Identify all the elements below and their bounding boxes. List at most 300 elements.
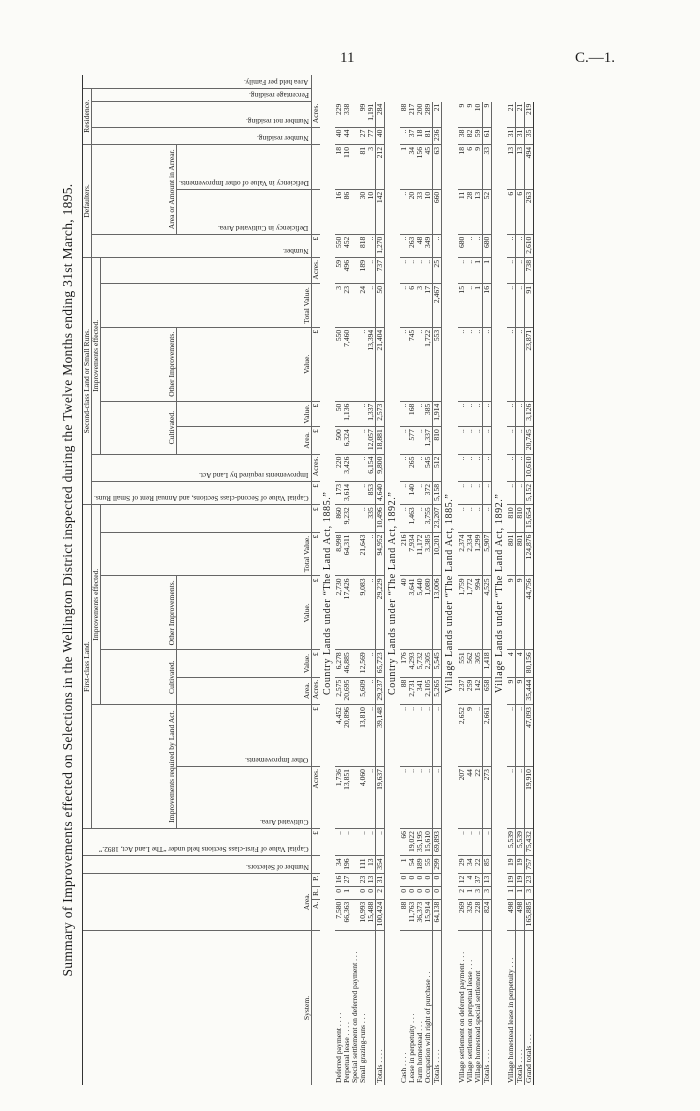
table-cell: 23 [524, 873, 533, 886]
table-cell: 10,610 [524, 454, 533, 481]
table-cell: .. [400, 127, 408, 144]
table-cell: 2,305 [424, 650, 432, 677]
table-cell: 4 [516, 650, 525, 677]
table-cell: 80,156 [524, 650, 533, 677]
table-cell: .. [474, 481, 482, 504]
table-cell: .. [359, 505, 367, 532]
table-cell: 15,914 [424, 899, 432, 930]
table-cell: 46,885 [343, 650, 351, 677]
table-cell: .. [367, 576, 375, 650]
page-reference: C.—1. [575, 50, 616, 66]
unit-cell: £ [311, 327, 319, 401]
header-cultivated-2: Cultivated. [100, 401, 176, 454]
table-cell: 452 [343, 234, 351, 257]
table-cell: 2,652 [458, 705, 466, 767]
table-cell: 35,195 [416, 829, 424, 856]
table-cell: 47,093 [524, 705, 533, 767]
table-cell: 23,207 [433, 505, 442, 532]
table-cell: 1,759 [458, 576, 466, 650]
table-cell: 273 [482, 767, 491, 829]
system-label: Village settlement on perpetual lease . . . [464, 959, 474, 1083]
table-cell: 994 [474, 576, 482, 650]
table-cell: 63 [433, 144, 442, 189]
table-cell: .. [424, 767, 432, 829]
table-cell: 545 [424, 454, 432, 481]
table-cell: 165,885 [524, 899, 533, 930]
section-heading: Country Lands under “The Land Act, 1892.” [386, 491, 398, 696]
table-cell: 3 [416, 283, 424, 327]
table-cell: 7,460 [343, 327, 351, 401]
table-cell: .. [416, 427, 424, 454]
table-cell: 3 [335, 283, 343, 327]
table-cell: 66,363 [343, 899, 351, 930]
header-improvements-effected: Improvements effected. [91, 505, 100, 705]
table-cell: 289 [424, 102, 432, 127]
table-cell: .. [474, 505, 482, 532]
table-cell: 31 [375, 873, 384, 886]
unit-cell: £ [311, 505, 319, 532]
header-percentage-residing: Percentage residing. [91, 88, 311, 101]
header-cultivated: Cultivated. [100, 650, 176, 705]
table-cell: 44 [343, 127, 351, 144]
table-cell: 1,463 [408, 505, 416, 532]
system-label: Grand totals . . . [524, 931, 533, 1086]
table-cell: 54 [408, 856, 416, 873]
table-cell: 16 [482, 283, 491, 327]
table-cell: 45 [424, 144, 432, 189]
table-cell: 20 [408, 189, 416, 234]
unit-cell: Acres. [311, 257, 319, 283]
table-cell: .. [466, 327, 474, 401]
table-cell: 19 [516, 856, 525, 873]
table-cell: 5,539 [507, 829, 515, 856]
table-cell: 3,755 [424, 505, 432, 532]
header-second-class: Second-class Land or Small Runs. [83, 257, 92, 504]
table-cell: 305 [474, 650, 482, 677]
table-cell: 550 [335, 327, 343, 401]
table-cell: 40 [375, 127, 384, 144]
table-cell: 13 [367, 873, 375, 886]
table-cell: .. [507, 481, 515, 504]
table-cell: 1,136 [343, 401, 351, 427]
table-cell: 810 [507, 505, 515, 532]
section-heading-row [320, 75, 336, 1085]
table-cell: .. [507, 427, 515, 454]
table-cell: .. [482, 505, 491, 532]
table-cell: 44,756 [524, 576, 533, 650]
table-cell: .. [359, 829, 367, 856]
table-cell: 372 [424, 481, 432, 504]
table-cell: .. [400, 427, 408, 454]
table-cell: .. [400, 283, 408, 327]
table-cell: .. [474, 234, 482, 257]
table-cell: 11,172 [416, 532, 424, 576]
table-cell: 20,745 [524, 427, 533, 454]
unit-cell [311, 189, 319, 234]
header-residence: Residence. [83, 88, 92, 144]
table-cell: 40 [335, 127, 343, 144]
system-label: Occupation with right of purchase . . [423, 971, 433, 1083]
table-cell: 13,851 [343, 767, 351, 829]
table-cell: 9 [482, 102, 491, 127]
table-cell: .. [466, 454, 474, 481]
header-total-value: Total Value. [100, 532, 311, 576]
table-cell: 6 [408, 283, 416, 327]
table-cell: 36,373 [416, 899, 424, 930]
table-cell: 6 [466, 144, 474, 189]
table-cell: 0 [424, 887, 432, 900]
table-cell: 737 [375, 257, 384, 283]
table-cell: .. [507, 767, 515, 829]
table-cell: .. [516, 234, 525, 257]
header-other-imp-2: Other Improvements. [100, 327, 176, 401]
table-cell: 0 [416, 873, 424, 886]
table-cell: 1 [482, 257, 491, 283]
header-area-col: Area. [176, 677, 311, 704]
table-cell: .. [359, 327, 367, 401]
system-label: Perpetual lease . . . . [341, 1022, 351, 1083]
table-cell: .. [474, 454, 482, 481]
table-cell: 15,610 [424, 829, 432, 856]
table-cell: 553 [433, 327, 442, 401]
table-cell: 88 [400, 899, 408, 930]
table-cell: .. [516, 454, 525, 481]
table-cell: 5,440 [416, 576, 424, 650]
table-cell: 0 [367, 887, 375, 900]
system-label: Village homestead special settlement [472, 970, 482, 1083]
table-cell: 82 [466, 127, 474, 144]
table-cell: .. [474, 327, 482, 401]
table-cell: 64,311 [343, 532, 351, 576]
total-row [482, 75, 491, 1085]
table-cell: .. [400, 189, 408, 234]
table-cell: 1,914 [433, 401, 442, 427]
header-required-lact2: Improvements required by Land Act. [91, 454, 311, 481]
table-cell: .. [424, 257, 432, 283]
table-cell: .. [482, 481, 491, 504]
table-cell: .. [516, 257, 525, 283]
table-cell: .. [482, 401, 491, 427]
table-cell: 16 [335, 873, 343, 886]
table-cell: 263 [408, 234, 416, 257]
table-cell: 0 [433, 873, 442, 886]
table-row [343, 75, 351, 1085]
table-cell: 3,126 [524, 401, 533, 427]
system-label: Totals . . . . [375, 931, 384, 1086]
table-cell: 738 [524, 257, 533, 283]
table-cell: .. [359, 481, 367, 504]
table-cell: 9 [507, 677, 515, 704]
system-label: Totals . . . . [482, 931, 491, 1086]
table-cell: .. [400, 705, 408, 767]
unit-cell [311, 283, 319, 327]
table-cell: 11 [458, 189, 466, 234]
table-cell: 8,998 [335, 532, 343, 576]
unit-cell: £ [311, 401, 319, 427]
table-cell: 6,278 [335, 650, 343, 677]
table-cell: 19,637 [375, 767, 384, 829]
table-cell [351, 327, 359, 401]
unit-cell: P. [311, 873, 319, 886]
table-cell: 10 [424, 189, 432, 234]
table-cell: 6 [516, 189, 525, 234]
table-cell: 9 [474, 144, 482, 189]
section-heading: Country Lands under “The Land Act, 1885.” [321, 491, 333, 696]
table-cell: .. [367, 767, 375, 829]
table-cell: 1 [516, 887, 525, 900]
table-cell: 1 [474, 283, 482, 327]
table-cell: 0 [400, 887, 408, 900]
table-cell: 5,732 [416, 650, 424, 677]
table-cell: 33 [482, 144, 491, 189]
table-cell: 1,270 [375, 234, 384, 257]
table-cell: .. [416, 705, 424, 767]
table-cell: 2,610 [524, 234, 533, 257]
table-cell: 265 [408, 454, 416, 481]
table-cell: 1 [400, 856, 408, 873]
unit-cell: £ [311, 705, 319, 767]
unit-cell: £ [311, 234, 319, 257]
table-cell: 1 [343, 887, 351, 900]
table-cell: .. [375, 829, 384, 856]
table-cell: 44 [466, 767, 474, 829]
table-cell: 11,763 [408, 899, 416, 930]
header-cultivated-area: Cultivated Area. [176, 767, 311, 829]
table-cell: 111 [359, 856, 367, 873]
table-cell: 142 [474, 677, 482, 704]
table-cell: 1,337 [367, 401, 375, 427]
table-cell: 9 [466, 102, 474, 127]
table-cell: 269 [458, 899, 466, 930]
table-cell: .. [433, 705, 442, 767]
table-cell: 9 [466, 705, 474, 767]
table-cell: 2,374 [458, 532, 466, 576]
table-cell: 259 [466, 677, 474, 704]
table-cell: 2,730 [335, 576, 343, 650]
table-cell: 1,772 [466, 576, 474, 650]
table-cell: 1,337 [424, 427, 432, 454]
table-cell: 498 [507, 899, 515, 930]
table-cell: 189 [359, 257, 367, 283]
table-cell: .. [400, 401, 408, 427]
table-cell: 680 [458, 234, 466, 257]
header-other-imp: Other Improvements. [100, 576, 176, 650]
unit-cell: R. [311, 887, 319, 900]
table-cell: 219 [524, 102, 533, 127]
table-cell: 9 [516, 677, 525, 704]
table-cell: .. [416, 767, 424, 829]
header-system: System. [83, 931, 312, 1086]
table-cell: 9,083 [359, 576, 367, 650]
table-cell: .. [458, 481, 466, 504]
table-cell: .. [367, 677, 375, 704]
table-cell: 3,641 [408, 576, 416, 650]
system-label: Village homestead lease in perpetuity . . . [506, 957, 516, 1083]
table-cell: 176 [400, 650, 408, 677]
system-label: Cash . . . . [399, 1052, 409, 1083]
table-cell: 29,229 [375, 576, 384, 650]
table-cell: 99 [359, 102, 367, 127]
table-cell: 25 [433, 257, 442, 283]
table-cell: 15 [458, 283, 466, 327]
table-cell: .. [400, 767, 408, 829]
section-heading: Village Lands under “The Land Act, 1892.” [493, 493, 505, 694]
table-cell: 13,810 [359, 705, 367, 767]
table-cell: 18 [335, 144, 343, 189]
table-cell: 7,934 [408, 532, 416, 576]
table-cell: 1,299 [474, 532, 482, 576]
table-cell: .. [458, 401, 466, 427]
table-cell: 207 [458, 767, 466, 829]
table-cell: 3 [367, 144, 375, 189]
table-cell: 1 [466, 887, 474, 900]
table-cell: .. [424, 705, 432, 767]
table-cell: 326 [466, 899, 474, 930]
table-cell: 23 [359, 873, 367, 886]
header-selectors: Number of Selectors. [83, 856, 312, 873]
table-cell: 16 [335, 189, 343, 234]
table-cell: 65,723 [375, 650, 384, 677]
table-cell: 6 [507, 189, 515, 234]
table-cell: 220 [335, 454, 343, 481]
table-cell: 550 [335, 234, 343, 257]
table-cell: 21,404 [375, 327, 384, 401]
table-cell: 55 [424, 856, 432, 873]
table-cell: .. [466, 829, 474, 856]
unit-cell: Acres. [311, 454, 319, 481]
table-cell: .. [466, 427, 474, 454]
header-capital-second: Capital Value of Second-class Sections, and Annual Rent of Small Runs. [91, 481, 311, 504]
table-cell: 236 [433, 127, 442, 144]
table-cell: .. [466, 283, 474, 327]
table-cell: 48 [416, 234, 424, 257]
table-cell: 23,871 [524, 327, 533, 401]
table-cell: 0 [359, 887, 367, 900]
table-cell: 237 [458, 677, 466, 704]
table-cell: 28 [466, 189, 474, 234]
table-cell: .. [466, 505, 474, 532]
table-cell: .. [516, 767, 525, 829]
table-cell: 40 [400, 576, 408, 650]
table-cell: 30 [359, 189, 367, 234]
header-area: Area. [83, 873, 312, 930]
table-cell: 551 [458, 650, 466, 677]
table-cell: 3 [482, 887, 491, 900]
table-cell: 19 [516, 873, 525, 886]
table-cell: 59 [335, 257, 343, 283]
table-cell: 5,158 [433, 481, 442, 504]
table-cell: 2 [458, 887, 466, 900]
table-cell: 0 [408, 873, 416, 886]
table-cell: 15,488 [367, 899, 375, 930]
table-cell: .. [416, 327, 424, 401]
table-cell: 212 [375, 144, 384, 189]
table-cell: 229 [335, 102, 343, 127]
table-cell: 85 [482, 856, 491, 873]
table-cell: 21 [516, 102, 525, 127]
table-cell: 142 [375, 189, 384, 234]
table-cell: 19,910 [524, 767, 533, 829]
table-cell: 2,334 [466, 532, 474, 576]
header-area-col-2: Area. [176, 427, 311, 454]
table-cell: 10,496 [375, 505, 384, 532]
table-cell: 5,539 [516, 829, 525, 856]
table-cell: 18 [416, 127, 424, 144]
table-cell: 17,426 [343, 576, 351, 650]
table-cell: .. [516, 705, 525, 767]
table-cell: 3,385 [424, 532, 432, 576]
table-cell: 86 [343, 189, 351, 234]
table-cell: 658 [482, 677, 491, 704]
header-first-class: First-class Land. [83, 505, 92, 829]
header-value-col-b: Value. [176, 576, 311, 650]
table-cell: 12,569 [359, 650, 367, 677]
table-cell: 745 [408, 327, 416, 401]
table-cell: 19 [507, 856, 515, 873]
table-cell: .. [458, 427, 466, 454]
table-cell: 217 [408, 102, 416, 127]
table-cell: 5,265 [433, 677, 442, 704]
table-cell: .. [400, 505, 408, 532]
table-cell: 10 [474, 102, 482, 127]
system-label: Deferred payment . . . . [334, 1012, 344, 1083]
header-value-col: Value. [176, 650, 311, 677]
table-cell: 1,080 [424, 576, 432, 650]
table-cell: 22 [474, 767, 482, 829]
table-cell: 818 [359, 234, 367, 257]
table-cell: .. [474, 705, 482, 767]
table-cell: 61 [482, 127, 491, 144]
table-cell: 385 [424, 401, 432, 427]
table-cell: .. [458, 454, 466, 481]
header-value-col-2: Value. [176, 401, 311, 427]
table-cell: 37 [474, 873, 482, 886]
table-cell: 2 [375, 887, 384, 900]
table-cell: 124,876 [524, 532, 533, 576]
table-cell: .. [433, 234, 442, 257]
table-cell: 22 [474, 856, 482, 873]
table-cell: 200 [416, 102, 424, 127]
table-cell: .. [458, 505, 466, 532]
table-cell: .. [359, 454, 367, 481]
table-cell: 512 [433, 454, 442, 481]
table-cell: 88 [400, 102, 408, 127]
unit-cell: Acres. [311, 767, 319, 829]
table-cell: 77 [367, 127, 375, 144]
table-cell: 853 [367, 481, 375, 504]
table-cell: .. [408, 705, 416, 767]
header-number-residing: Number residing. [91, 127, 311, 144]
table-cell: .. [416, 401, 424, 427]
table-cell: .. [474, 401, 482, 427]
table-cell: .. [400, 257, 408, 283]
unit-cell: £ [311, 481, 319, 504]
table-cell: 2,573 [375, 401, 384, 427]
table-cell: 299 [433, 856, 442, 873]
table-cell: .. [507, 234, 515, 257]
table-cell: 354 [375, 856, 384, 873]
header-number-not-residing: Number not residing. [91, 102, 311, 127]
table-cell: 3,614 [343, 481, 351, 504]
rotated-table-sheet [60, 75, 660, 1085]
table-cell: 5,152 [524, 481, 533, 504]
header-spacer [100, 505, 311, 532]
table-cell: 4 [507, 650, 515, 677]
table-cell: 75,432 [524, 829, 533, 856]
improvements-table [82, 75, 534, 1085]
page-number: 11 [340, 50, 355, 66]
table-cell: .. [482, 327, 491, 401]
